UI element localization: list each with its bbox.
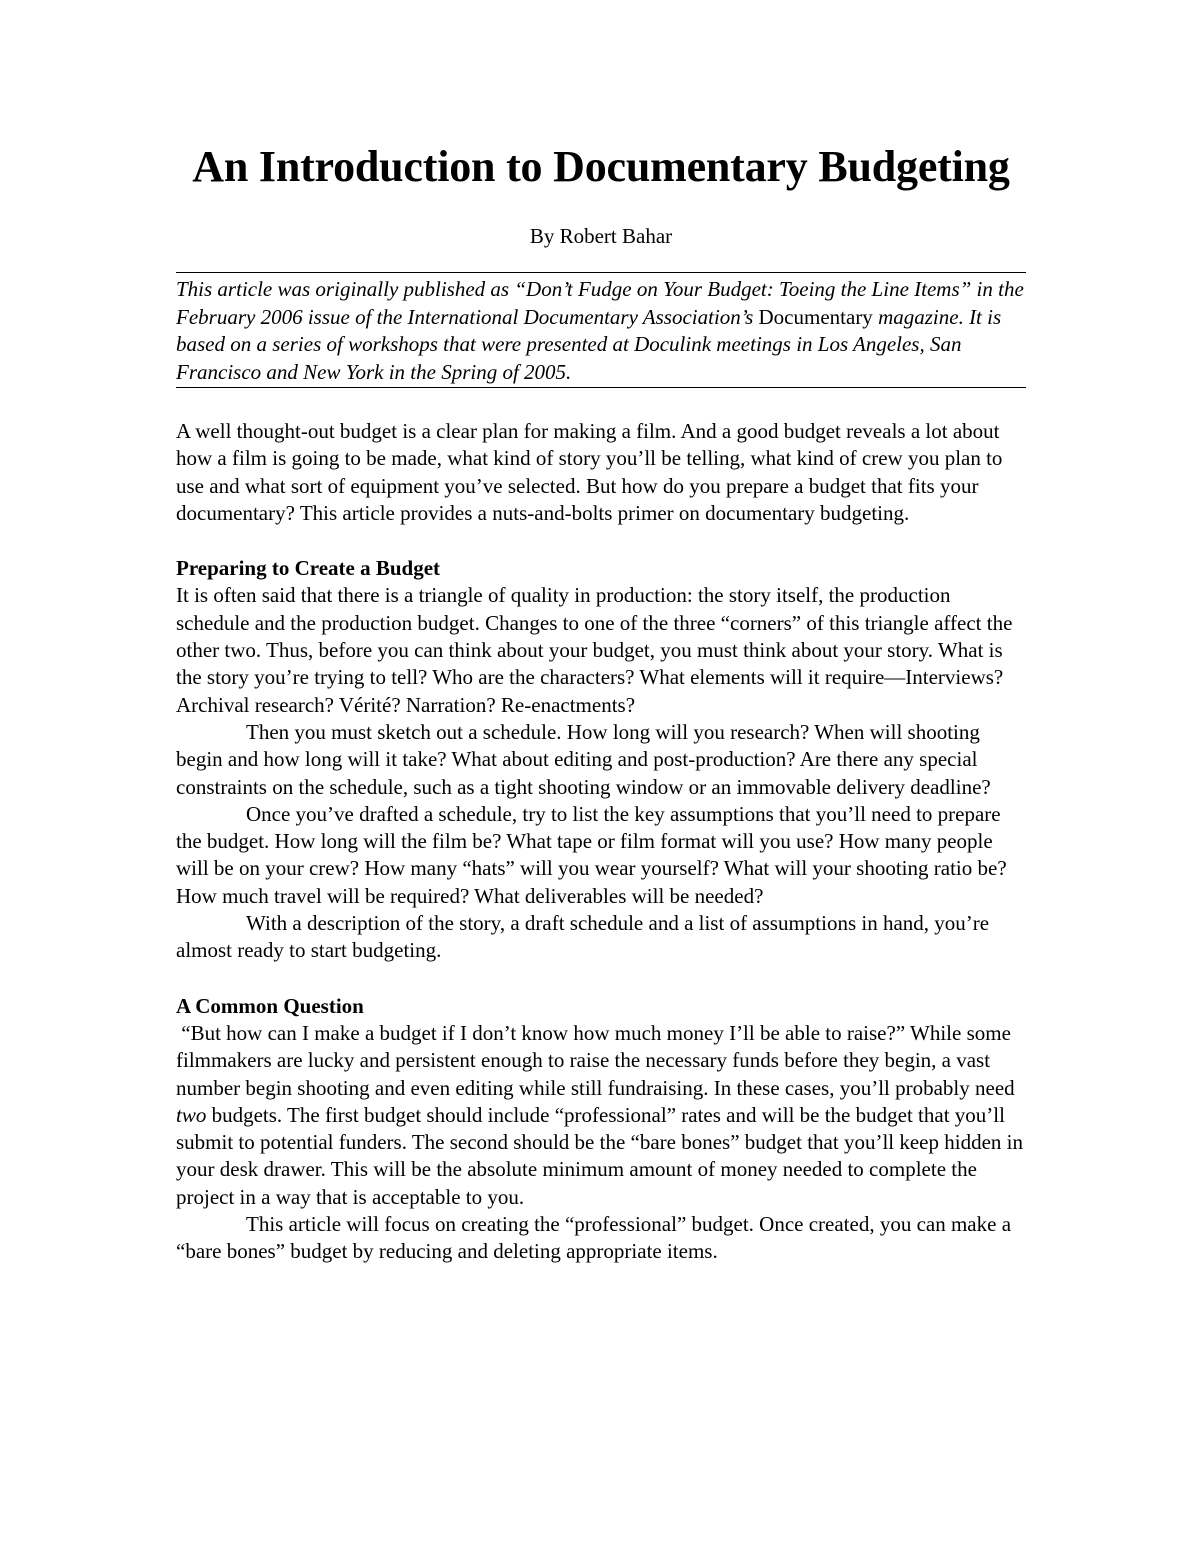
document-page	[176, 140, 1026, 1266]
intro-paragraph: A well thought-out budget is a clear plan for making a film. And a good budget reveals a lot about how a film is going to be made, what kind of story you’ll be telling, what kind of crew you plan to use and what sort of equipment you’ve selected. But how do you prepare a budget that fits your documentary? This article provides a nuts-and-bolts primer on documentary budgeting.	[176, 419, 1003, 525]
note-text-2: magazine	[878, 304, 959, 329]
byline: By Robert Bahar	[529, 224, 673, 248]
paragraph: This article will focus on creating the “professional” budget. Once created, you can make a “bare bones” budget by reducing and deleting appropriate items.	[176, 1212, 1012, 1264]
note-magazine-name: Documentary	[758, 304, 873, 329]
emphasis-two: two	[176, 1102, 207, 1127]
document-title: An Introduction to Documentary Budgeting	[192, 142, 1010, 191]
section-preparing	[176, 555, 1026, 964]
note-text-1: This article was originally published as “Don’t Fudge on Your Budget: Toeing the Line Items” in the February 2006 issue of the International Documentary Association’s	[176, 277, 1024, 329]
section-heading-common-question: A Common Question	[176, 993, 364, 1018]
publication-note	[176, 272, 1026, 388]
paragraph: Then you must sketch out a schedule. How long will you research? When will shooting begin and how long will it take? What about editing and post-production? Are there any special constraints on the schedule, such as a tight shooting window or an immovable delivery deadline?	[176, 719, 991, 799]
paragraph-text-2: budgets. The first budget should include “professional” rates and will be the budget that you’ll submit to potential funders. The second should be the “bare bones” budget that you’ll keep hidden in your desk drawer. This will be the absolute minimum amount of money needed to complete the project in a way that is acceptable to you.	[176, 1102, 1023, 1209]
section-heading-preparing: Preparing to Create a Budget	[176, 556, 441, 581]
paragraph: Once you’ve drafted a schedule, try to list the key assumptions that you’ll need to prepare the budget. How long will the film be? What tape or film format will you use? How many people will be on your crew? How many “hats” will you wear yourself? What will your shooting ratio be? How much travel will be required? What deliverables will be needed?	[176, 801, 1007, 908]
note-text-3: . It is based on a series of workshops that were presented at Doculink meetings in Los Angeles, San Francisco and New York in the Spring of 2005.	[176, 304, 1002, 384]
paragraph: It is often said that there is a triangle of quality in production: the story itself, the production schedule and the production budget. Changes to one of the three “corners” of this triangle affect the other two. Thus, before you can think about your budget, you must think about your story. What is the story you’re trying to tell? Who are the characters? What elements will it require—Interviews? Archival research? Vérité? Narration? Re-enactments?	[176, 583, 1013, 717]
paragraph-text-1: “But how can I make a budget if I don’t know how much money I’ll be able to raise?” While some filmmakers are lucky and persistent enough to raise the necessary funds before they begin, a vast number begin shooting and even editing while still fundraising. In these cases, you’ll probably need	[176, 1020, 1015, 1100]
paragraph	[176, 1020, 1026, 1211]
paragraph: With a description of the story, a draft schedule and a list of assumptions in hand, you’re almost ready to start budgeting.	[176, 911, 990, 963]
section-common-question	[176, 993, 1026, 1266]
